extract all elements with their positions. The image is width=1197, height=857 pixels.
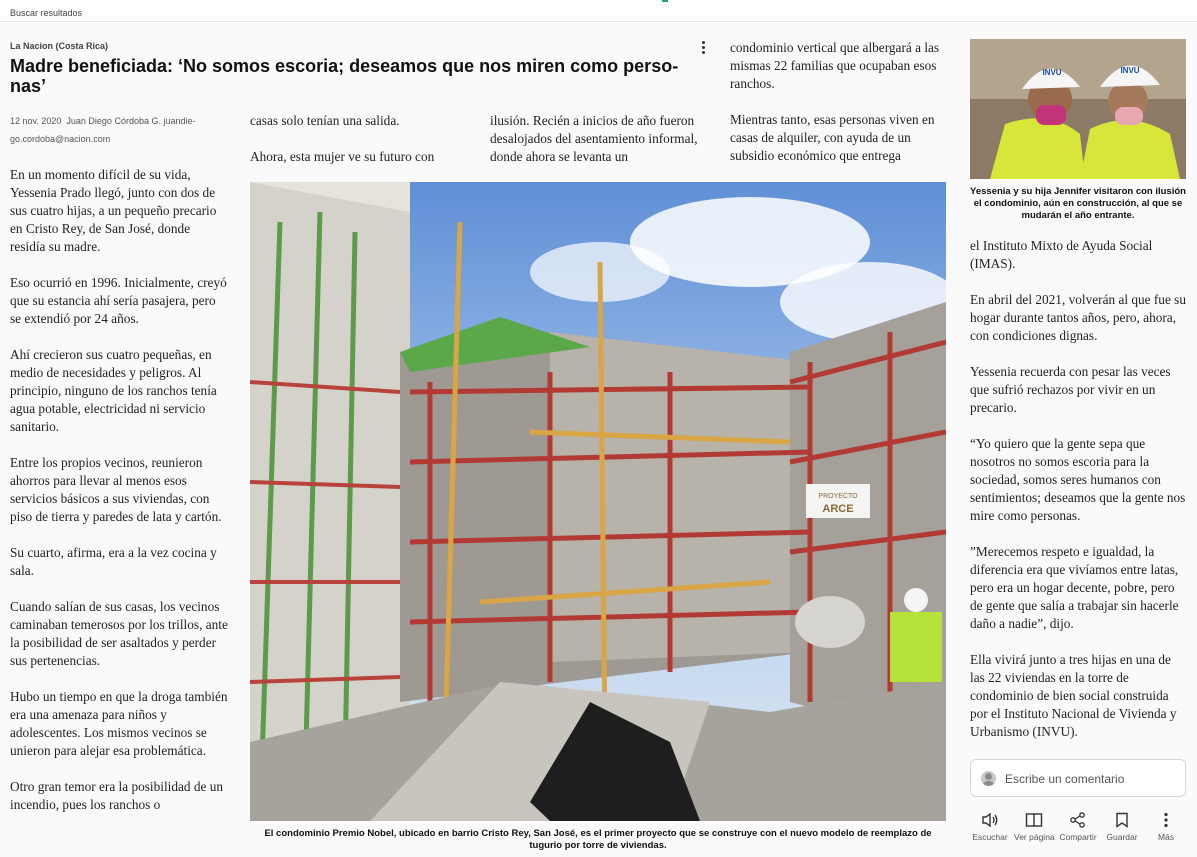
paragraph: Cuando salían de sus casas, los vecinos caminaban temerosos por los trillos, ante la posibilidad de ser asaltados y perder sus pertenencias. [10, 599, 228, 668]
paragraph: En un momento difícil de su vida, Yessenia Prado llegó, junto con dos de sus cuatro hijas, a un pequeño precario en Cristo Rey, de San José, donde residía su madre. [10, 167, 217, 254]
svg-text:PROYECTO: PROYECTO [818, 493, 858, 500]
share-icon [1069, 812, 1087, 828]
article-column-1 [10, 166, 228, 832]
construction-photo[interactable] [250, 182, 946, 821]
top-bar [0, 0, 1197, 22]
article-title: Madre beneficiada: ‘No somos escoria; deseamos que nos miren como personas’ [10, 56, 679, 96]
paragraph: Yessenia recuerda con pesar las veces que sufrió rechazos por vivir en un precario. [970, 364, 1171, 415]
listen-label: Escuchar [972, 832, 1008, 842]
paragraph: ilusión. Recién a inicios de año fueron desalojados del asentamiento informal, donde ahora se levanta un [490, 113, 698, 164]
more-label: Más [1157, 832, 1175, 842]
paragraph: Mientras tanto, esas personas viven en casas de alquiler, con ayuda de un subsidio económico que entrega [730, 112, 935, 163]
paragraph: Ahí crecieron sus cuatro pequeñas, en medio de necesidades y peligros. Al principio, ninguno de los ranchos tenía agua potable, electricidad ni servicio sanitario. [10, 347, 217, 434]
mother-daughter-photo[interactable] [970, 39, 1186, 179]
article-column-3 [490, 112, 710, 184]
article-options-icon[interactable] [697, 39, 709, 57]
paragraph: “Yo quiero que la gente sepa que nosotros no somos escoria para la sociedad, somos seres humanos con sentimientos; deseamos que la gente nos mire como personas. [970, 436, 1186, 523]
paragraph: En abril del 2021, volverán al que fue su hogar durante tantos años, pero, ahora, con condiciones dignas. [970, 292, 1187, 343]
svg-text:INVU: INVU [1042, 68, 1062, 77]
more-vertical-icon [1157, 812, 1175, 828]
paragraph: Otro gran temor era la posibilidad de un incendio, pues los ranchos o [10, 779, 224, 812]
share-label: Compartir [1059, 832, 1097, 842]
paragraph: Entre los propios vecinos, reunieron ahorros para llevar al menos esos servicios básicos a sus viviendas, con piso de tierra y paredes de lata y cartón. [10, 455, 222, 524]
article-column-2 [250, 112, 462, 184]
paragraph: Hubo un tiempo en que la droga también era una amenaza para niños y adolescentes. Los mismos vecinos se unieron para alejar esa problemática. [10, 689, 228, 758]
share-button[interactable] [1058, 808, 1098, 848]
paragraph: el Instituto Mixto de Ayuda Social (IMAS). [970, 238, 1153, 271]
paragraph: Ella vivirá junto a tres hijas en una de las 22 viviendas en la torre de condominio de bien social construida por el Instituto Nacional de Vivienda y Urbanismo (INVU). [970, 652, 1177, 739]
article-date: 12 nov. 2020 [10, 116, 62, 126]
article-action-bar [970, 808, 1186, 848]
paragraph: Su cuarto, afirma, era a la vez cocina y sala. [10, 545, 217, 578]
view-page-label: Ver página [1014, 832, 1055, 842]
construction-photo-illustration [250, 182, 946, 821]
article-meta [10, 112, 220, 148]
article-author: Juan Diego Córdoba G. juandiego.cordoba@nacion.com [10, 116, 196, 144]
svg-text:ARCE: ARCE [822, 503, 854, 515]
save-label: Guardar [1106, 832, 1138, 842]
article-column-4 [730, 39, 946, 183]
back-to-results-link[interactable]: Buscar resultados [10, 8, 83, 18]
svg-text:INVU: INVU [1120, 66, 1140, 75]
comment-input[interactable] [970, 759, 1186, 797]
publication-source: La Nacion (Costa Rica) [10, 41, 109, 51]
listen-button[interactable] [970, 808, 1010, 848]
speaker-icon [981, 812, 999, 828]
paragraph: casas solo tenían una salida. [250, 113, 400, 128]
paragraph: Eso ocurrió en 1996. Inicialmente, creyó que su estancia ahí sería pasajera, pero se extendió por 24 años. [10, 275, 227, 326]
book-icon [1025, 812, 1043, 828]
bookmark-icon [1113, 812, 1131, 828]
mother-daughter-photo-caption: Yessenia y su hija Jennifer visitaron con ilusión el condominio, aún en construcción, al que se mudarán el año entrante. [970, 186, 1186, 221]
top-accent-line [662, 0, 668, 2]
construction-photo-caption: El condominio Premio Nobel, ubicado en barrio Cristo Rey, San José, es el primer proyecto que se construye con el nuevo modelo de reemplazo de tugurio por torre de viviendas. [264, 828, 932, 851]
view-page-button[interactable] [1014, 808, 1054, 848]
paragraph: condominio vertical que albergará a las mismas 22 familias que ocupaban esos ranchos. [730, 40, 940, 91]
paragraph: Ahora, esta mujer ve su futuro con [250, 149, 435, 164]
article-column-5 [970, 237, 1186, 759]
save-button[interactable] [1102, 808, 1142, 848]
paragraph: ”Merecemos respeto e igualdad, la diferencia era que vivíamos entre latas, pero era un hogar decente, pobre, pero de gente que salía a trabajar sin hacerle daño a nadie”, dijo. [970, 544, 1179, 631]
mother-daughter-photo-illustration [970, 39, 1186, 179]
user-avatar-icon [981, 771, 996, 786]
more-button[interactable] [1146, 808, 1186, 848]
comment-placeholder: Escribe un comentario [1005, 772, 1125, 786]
